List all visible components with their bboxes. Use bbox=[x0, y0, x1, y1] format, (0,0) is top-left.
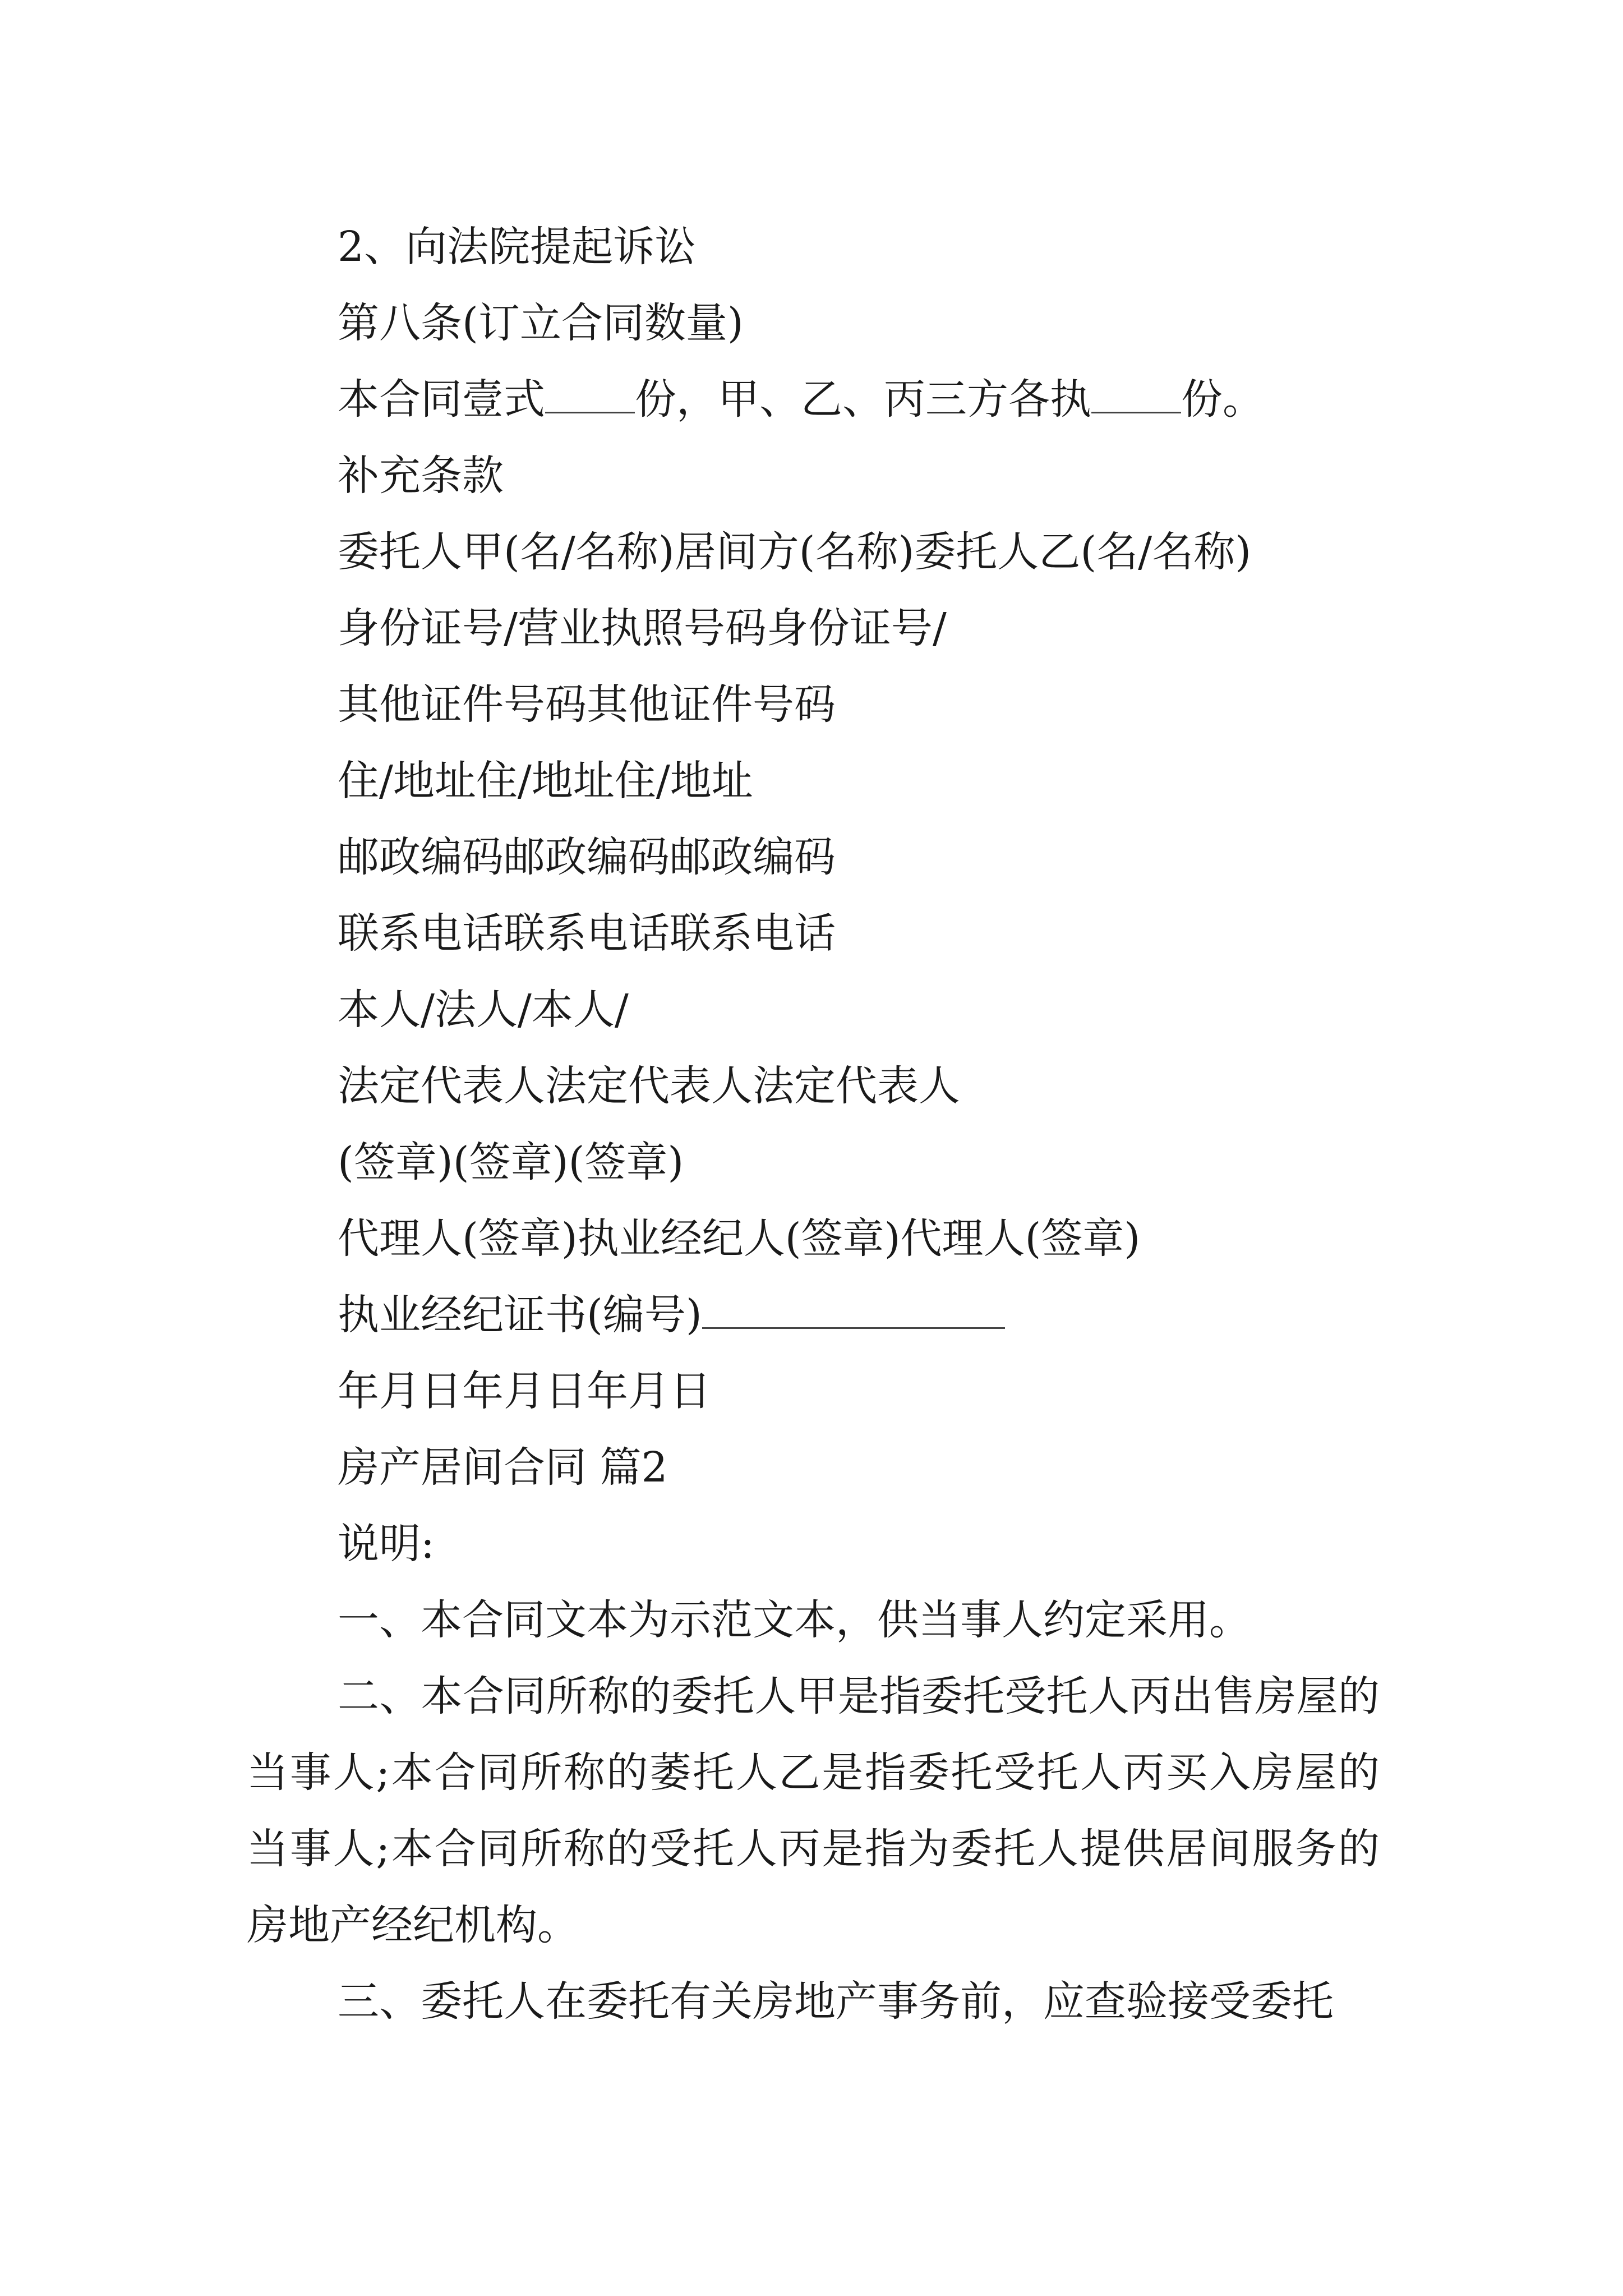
address-label: 住/地址住/地址住/地址 bbox=[338, 757, 753, 805]
signature-label: (签章)(签章)(签章) bbox=[338, 1138, 684, 1186]
article-heading: 第八条(订立合同数量) bbox=[338, 299, 744, 347]
party-header: 委托人甲(名/名称)居间方(名称)委托人乙(名/名称) bbox=[338, 528, 1252, 576]
note-2: 二、本合同所称的委托人甲是指委托受托人丙出售房屋的当事人;本合同所称的萎托人乙是指委托受托人丙买入房屋的当事人;本合同所称的受托人丙是指为委托人提供居间服务的房地产经纪机构。 bbox=[247, 1672, 1380, 1949]
copies-each-blank bbox=[1091, 377, 1181, 413]
postcode-label: 邮政编码邮政编码邮政编码 bbox=[338, 833, 836, 881]
copies-text-3: 份。 bbox=[1181, 375, 1264, 424]
section-heading: 补充条款 bbox=[338, 452, 504, 500]
certificate-line bbox=[247, 1277, 1380, 1353]
copies-text-1: 本合同壹式 bbox=[338, 375, 545, 424]
copies-text-2: 份，甲、乙、丙三方各执 bbox=[635, 375, 1091, 424]
contract-title: 房产居间合同 篇2 bbox=[338, 1443, 668, 1492]
note-3: 三、委托人在委托有关房地产事务前，应查验接受委托 bbox=[338, 1977, 1334, 2026]
other-id-label: 其他证件号码其他证件号码 bbox=[338, 680, 836, 729]
phone-label: 联系电话联系电话联系电话 bbox=[338, 909, 836, 958]
document-body bbox=[247, 209, 1380, 2040]
copies-total-blank bbox=[545, 377, 635, 413]
notes-heading: 说明: bbox=[338, 1520, 435, 1568]
person-label: 本人/法人/本人/ bbox=[338, 986, 629, 1034]
text-line: 2、向法院提起诉讼 bbox=[338, 223, 697, 271]
certificate-blank bbox=[702, 1292, 1005, 1329]
certificate-label: 执业经纪证书(编号) bbox=[338, 1291, 702, 1339]
legal-rep-label: 法定代表人法定代表人法定代表人 bbox=[338, 1062, 960, 1110]
id-number-label: 身份证号/营业执照号码身份证号/ bbox=[338, 604, 947, 652]
note-1: 一、本合同文本为示范文本，供当事人约定采用。 bbox=[338, 1596, 1251, 1644]
date-label: 年月日年月日年月日 bbox=[338, 1367, 711, 1415]
agent-signature-label: 代理人(签章)执业经纪人(签章)代理人(签章) bbox=[338, 1214, 1141, 1263]
copies-clause bbox=[247, 361, 1380, 438]
